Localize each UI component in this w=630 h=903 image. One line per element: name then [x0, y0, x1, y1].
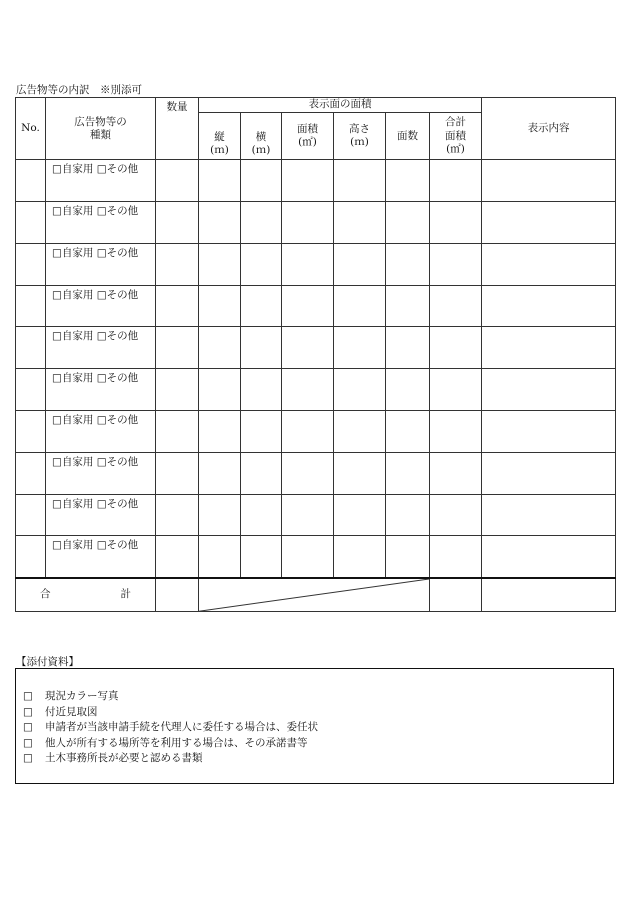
table-cell[interactable]: [199, 494, 241, 536]
table-cell[interactable]: [156, 160, 199, 202]
table-row: [16, 411, 616, 453]
total-label-left: 合: [40, 588, 51, 601]
table-cell[interactable]: [386, 285, 430, 327]
table-cell[interactable]: [430, 243, 482, 285]
table-cell[interactable]: [282, 536, 334, 578]
table-cell[interactable]: [482, 202, 616, 244]
table-cell[interactable]: [430, 369, 482, 411]
table-cell[interactable]: [334, 160, 386, 202]
table-cell[interactable]: [156, 202, 199, 244]
table-cell[interactable]: [241, 452, 282, 494]
table-row: [16, 452, 616, 494]
usage-type-cell[interactable]: □自家用 □その他: [46, 369, 156, 411]
table-row: [16, 369, 616, 411]
header-area-label: 面積: [297, 123, 318, 136]
attachment-item: [23, 736, 318, 752]
table-cell[interactable]: [199, 160, 241, 202]
attachment-item: [23, 705, 318, 721]
header-vertical-label: 縦: [214, 131, 225, 144]
attachments-title: 【添付資料】: [16, 656, 79, 668]
table-cell[interactable]: [16, 160, 46, 202]
table-cell[interactable]: [241, 285, 282, 327]
total-row: [16, 578, 616, 612]
table-cell[interactable]: [241, 369, 282, 411]
usage-type-cell[interactable]: □自家用 □その他: [46, 536, 156, 578]
table-cell[interactable]: [334, 494, 386, 536]
table-cell[interactable]: [282, 285, 334, 327]
table-cell[interactable]: [386, 327, 430, 369]
table-cell[interactable]: [482, 285, 616, 327]
table-row: [16, 327, 616, 369]
header-horizontal: [241, 113, 282, 160]
table-cell[interactable]: [282, 369, 334, 411]
table-cell[interactable]: [282, 452, 334, 494]
header-content: 表示内容: [482, 98, 616, 160]
total-label: [16, 578, 156, 612]
attachments-box: [15, 668, 614, 784]
table-cell[interactable]: [482, 243, 616, 285]
checkbox-icon[interactable]: □: [23, 752, 33, 764]
table-cell[interactable]: [430, 327, 482, 369]
attachment-item: [23, 689, 318, 705]
attachment-item: [23, 751, 318, 767]
table-cell[interactable]: [241, 202, 282, 244]
attachment-label: 他人が所有する場所等を利用する場合は、その承諾書等: [45, 736, 308, 749]
header-type: [46, 98, 156, 160]
table-cell[interactable]: [482, 452, 616, 494]
table-cell[interactable]: [482, 494, 616, 536]
header-total-unit: (㎡): [446, 142, 465, 155]
usage-type-cell[interactable]: □自家用 □その他: [46, 160, 156, 202]
table-cell[interactable]: [16, 327, 46, 369]
table-cell[interactable]: [199, 243, 241, 285]
header-total-line2: 面積: [445, 129, 467, 142]
advertisement-breakdown-table: [15, 97, 616, 612]
table-cell[interactable]: [334, 285, 386, 327]
table-cell[interactable]: [16, 411, 46, 453]
table-cell[interactable]: [282, 411, 334, 453]
usage-type-cell[interactable]: □自家用 □その他: [46, 285, 156, 327]
table-cell[interactable]: [156, 494, 199, 536]
diagonal-line: [199, 579, 429, 611]
table-row: [16, 202, 616, 244]
table-cell[interactable]: [156, 285, 199, 327]
attachment-item: [23, 720, 318, 736]
header-height-label: 高さ: [349, 123, 370, 136]
usage-type-cell[interactable]: □自家用 □その他: [46, 243, 156, 285]
header-total-line1: 合計: [445, 116, 467, 129]
usage-type-cell[interactable]: □自家用 □その他: [46, 327, 156, 369]
table-cell[interactable]: [156, 452, 199, 494]
total-label-right: 計: [120, 588, 131, 601]
usage-type-cell[interactable]: □自家用 □その他: [46, 411, 156, 453]
header-total-area: [430, 113, 482, 160]
header-area-unit: (㎡): [298, 136, 317, 149]
table-cell[interactable]: [386, 160, 430, 202]
usage-type-cell[interactable]: □自家用 □その他: [46, 494, 156, 536]
table-cell[interactable]: [430, 452, 482, 494]
table-cell[interactable]: [282, 327, 334, 369]
table-cell[interactable]: [16, 202, 46, 244]
table-cell[interactable]: [241, 536, 282, 578]
header-quantity: 数量: [156, 98, 199, 160]
table-cell[interactable]: [282, 160, 334, 202]
header-type-line2: 種類: [90, 128, 111, 141]
checkbox-icon[interactable]: □: [23, 705, 33, 718]
header-no: No.: [16, 98, 46, 160]
total-content-cell[interactable]: [482, 578, 616, 612]
attachment-label: 申請者が当該申請手続を代理人に委任する場合は、委任状: [45, 721, 318, 733]
table-cell[interactable]: [482, 411, 616, 453]
table-cell[interactable]: [199, 327, 241, 369]
table-cell[interactable]: [241, 411, 282, 453]
table-row: [16, 536, 616, 578]
table-cell[interactable]: [199, 452, 241, 494]
table-cell[interactable]: [241, 494, 282, 536]
header-area: [282, 113, 334, 160]
table-cell[interactable]: [334, 452, 386, 494]
table-cell[interactable]: [282, 243, 334, 285]
table-cell[interactable]: [16, 243, 46, 285]
total-diagonal-cell: [199, 578, 430, 612]
table-cell[interactable]: [199, 536, 241, 578]
table-cell[interactable]: [282, 494, 334, 536]
total-quantity-cell[interactable]: [156, 578, 199, 612]
checkbox-icon[interactable]: □: [23, 690, 33, 702]
total-area-cell[interactable]: [430, 578, 482, 612]
attachment-label: 付近見取図: [45, 705, 98, 718]
table-cell[interactable]: [482, 369, 616, 411]
attachment-label: 土木事務所長が必要と認める書類: [45, 752, 203, 764]
table-cell[interactable]: [156, 243, 199, 285]
table-cell[interactable]: [386, 202, 430, 244]
table-cell[interactable]: [386, 536, 430, 578]
table-cell[interactable]: [482, 160, 616, 202]
table-cell[interactable]: [386, 411, 430, 453]
table-cell[interactable]: [430, 411, 482, 453]
table-cell[interactable]: [482, 536, 616, 578]
table-cell[interactable]: [241, 243, 282, 285]
table-cell[interactable]: [334, 243, 386, 285]
checkbox-icon[interactable]: □: [23, 721, 33, 733]
table-cell[interactable]: [199, 202, 241, 244]
usage-type-cell[interactable]: □自家用 □その他: [46, 452, 156, 494]
table-cell[interactable]: [430, 202, 482, 244]
table-cell[interactable]: [199, 369, 241, 411]
breakdown-caption: 広告物等の内訳 ※別添可: [16, 84, 142, 96]
table-cell[interactable]: [156, 411, 199, 453]
usage-type-cell[interactable]: □自家用 □その他: [46, 202, 156, 244]
attachment-label: 現況カラー写真: [45, 690, 119, 702]
table-cell[interactable]: [386, 494, 430, 536]
table-cell[interactable]: [430, 494, 482, 536]
table-cell[interactable]: [282, 202, 334, 244]
table-cell[interactable]: [334, 369, 386, 411]
table-cell[interactable]: [199, 285, 241, 327]
table-cell[interactable]: [386, 369, 430, 411]
table-row: [16, 243, 616, 285]
table-cell[interactable]: [241, 327, 282, 369]
header-vertical-unit: (ｍ): [210, 144, 229, 157]
table-cell[interactable]: [386, 452, 430, 494]
header-height-unit: (ｍ): [350, 136, 369, 149]
table-cell[interactable]: [334, 411, 386, 453]
table-cell[interactable]: [241, 160, 282, 202]
table-cell[interactable]: [430, 160, 482, 202]
header-horizontal-unit: (ｍ): [251, 144, 271, 157]
table-cell[interactable]: [16, 536, 46, 578]
table-cell[interactable]: [156, 327, 199, 369]
table-cell[interactable]: [199, 411, 241, 453]
header-faces: 面数: [386, 113, 430, 160]
table-cell[interactable]: [16, 285, 46, 327]
table-cell[interactable]: [334, 536, 386, 578]
table-row: [16, 160, 616, 202]
table-row: [16, 285, 616, 327]
attachments-list: [23, 689, 318, 767]
header-type-line1: 広告物等の: [74, 115, 127, 128]
header-horizontal-label: 横: [255, 131, 267, 144]
table-cell[interactable]: [156, 536, 199, 578]
checkbox-icon[interactable]: □: [23, 736, 33, 749]
table-cell[interactable]: [334, 327, 386, 369]
header-vertical: [199, 113, 241, 160]
header-display-area: 表示面の面積: [199, 98, 482, 113]
table-cell[interactable]: [430, 536, 482, 578]
table-row: [16, 494, 616, 536]
header-height: [334, 113, 386, 160]
table-cell[interactable]: [430, 285, 482, 327]
table-cell[interactable]: [16, 369, 46, 411]
table-cell[interactable]: [16, 494, 46, 536]
table-cell[interactable]: [482, 327, 616, 369]
table-cell[interactable]: [16, 452, 46, 494]
table-cell[interactable]: [386, 243, 430, 285]
table-cell[interactable]: [334, 202, 386, 244]
table-cell[interactable]: [156, 369, 199, 411]
